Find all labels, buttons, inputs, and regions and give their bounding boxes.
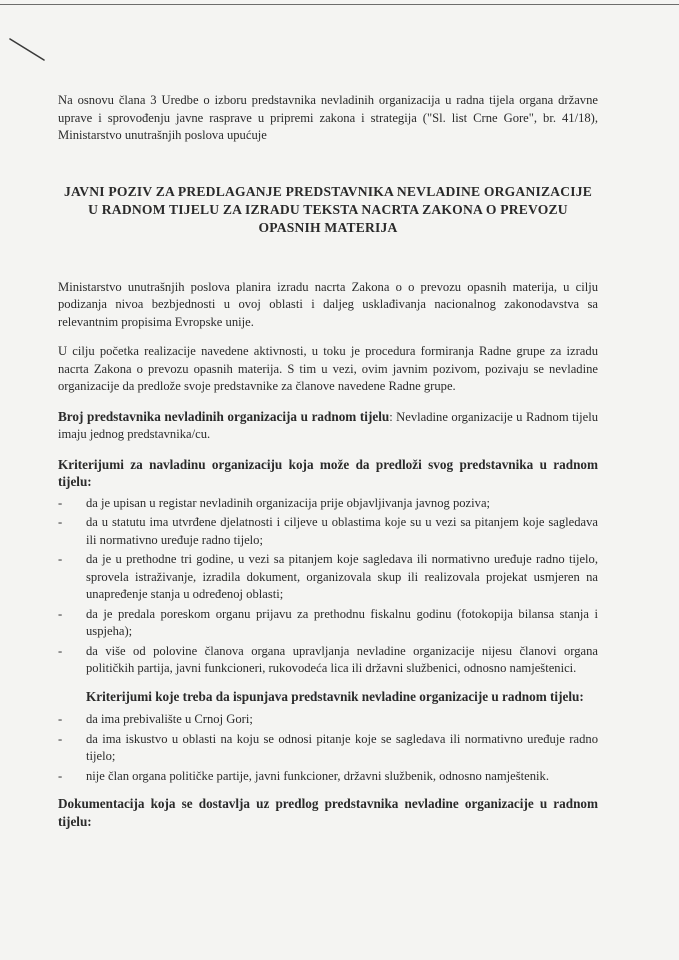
pen-stroke-mark — [8, 36, 48, 62]
dash-bullet: - — [58, 606, 63, 621]
documentation-heading: Dokumentacija koja se dostavlja uz predlog predstavnika nevladine organizacije u radnom tijelu: — [58, 796, 598, 829]
scan-top-edge-line — [0, 4, 679, 5]
dash-bullet: - — [58, 643, 63, 658]
intro-paragraph: Na osnovu člana 3 Uredbe o izboru predstavnika nevladinih organizacija u radna tijela organa državne uprave i sprovođenju javne rasprave u pripremi zakona i strategija ("Sl. list Crne Gore", br. 41/18), Ministarstvo unutrašnjih poslova upućuje — [58, 93, 598, 142]
list-item: - da ima iskustvo u oblasti na koju se odnosi pitanje koje se sagledava ili normativno uređuje radno tijelo; — [58, 731, 598, 763]
dash-bullet: - — [58, 712, 63, 726]
criteria-organization-list — [58, 495, 598, 678]
document-title: JAVNI POZIV ZA PREDLAGANJE PREDSTAVNIKA NEVLADINE ORGANIZACIJE U RADNOM TIJELU ZA IZRADU TEKSTA NACRTA ZAKONA O PREVOZU OPASNIH MATERIJA — [63, 183, 593, 235]
list-item: - da je upisan u registar nevladinih organizacija prije objavljivanja javnog poziva; — [58, 495, 598, 513]
paragraph-purpose: Ministarstvo unutrašnjih poslova planira izradu nacrta Zakona o o prevozu opasnih materija, u cilju podizanja nivoa bezbjednosti u ovoj oblasti i daljeg usklađivanja nacionalnog zakonodavstva sa relevantnim propisima Evropske unije. — [58, 279, 598, 329]
list-item: - da ima prebivalište u Crnoj Gori; — [58, 711, 598, 729]
list-item: - da u statutu ima utvrđene djelatnosti i ciljeve u oblastima koje su u vezi sa pitanjem koje sagledava ili normativno uređuje radno tijelo; — [58, 515, 598, 547]
dash-bullet: - — [58, 768, 63, 783]
criteria-representative-list — [58, 711, 598, 785]
dash-bullet: - — [58, 731, 63, 746]
list-item: - da je predala poreskom organu prijavu za prethodnu fiskalnu godinu (fotokopija bilansa stanja i uspjeha); — [58, 606, 598, 638]
representative-count-text: : Nevladine organizacije u Radnom tijelu imaju jednog predstavnika/cu. — [58, 409, 598, 441]
criteria-organization-heading: Kriterijumi za navladinu organizaciju koja može da predloži svog predstavnika u radnom tijelu: — [58, 456, 598, 489]
representative-count-section — [58, 408, 598, 444]
dash-bullet: - — [58, 515, 63, 529]
document-page — [58, 92, 598, 830]
paragraph-procedure: U cilju početka realizacije navedene aktivnosti, u toku je procedura formiranja Radne grupe za izradu nacrta Zakona o prevozu opasnih materija. S tim u vezi, ovim javnim pozivom, pozivaju se nevladine organizacije da predlože svoje predstavnike za članove navedene Radne grupe. — [58, 344, 598, 393]
representative-count-heading: Broj predstavnika nevladinih organizacija u radnom tijelu — [58, 408, 390, 424]
dash-bullet: - — [58, 552, 63, 566]
dash-bullet: - — [58, 495, 63, 510]
criteria-representative-heading: Kriterijumi koje treba da ispunjava predstavnik nevladine organizacije u radnom tijelu: — [86, 688, 584, 704]
list-item: - da više od polovine članova organa upravljanja nevladine organizacije nijesu članovi organa političkih partija, javni funkcioneri, rukovodeća lica ili državni službenici, odnosno namještenici. — [58, 643, 598, 675]
list-item: - nije član organa političke partije, javni funkcioner, državni službenik, odnosno namještenik. — [58, 768, 598, 786]
list-item: - da je u prethodne tri godine, u vezi sa pitanjem koje sagledava ili normativno uređuje radno tijelo, sprovela istraživanje, izradila dokument, organizovala skup ili realizovala projekat usmjeren na unapređenje stanja u određenoj oblasti; — [58, 552, 598, 601]
